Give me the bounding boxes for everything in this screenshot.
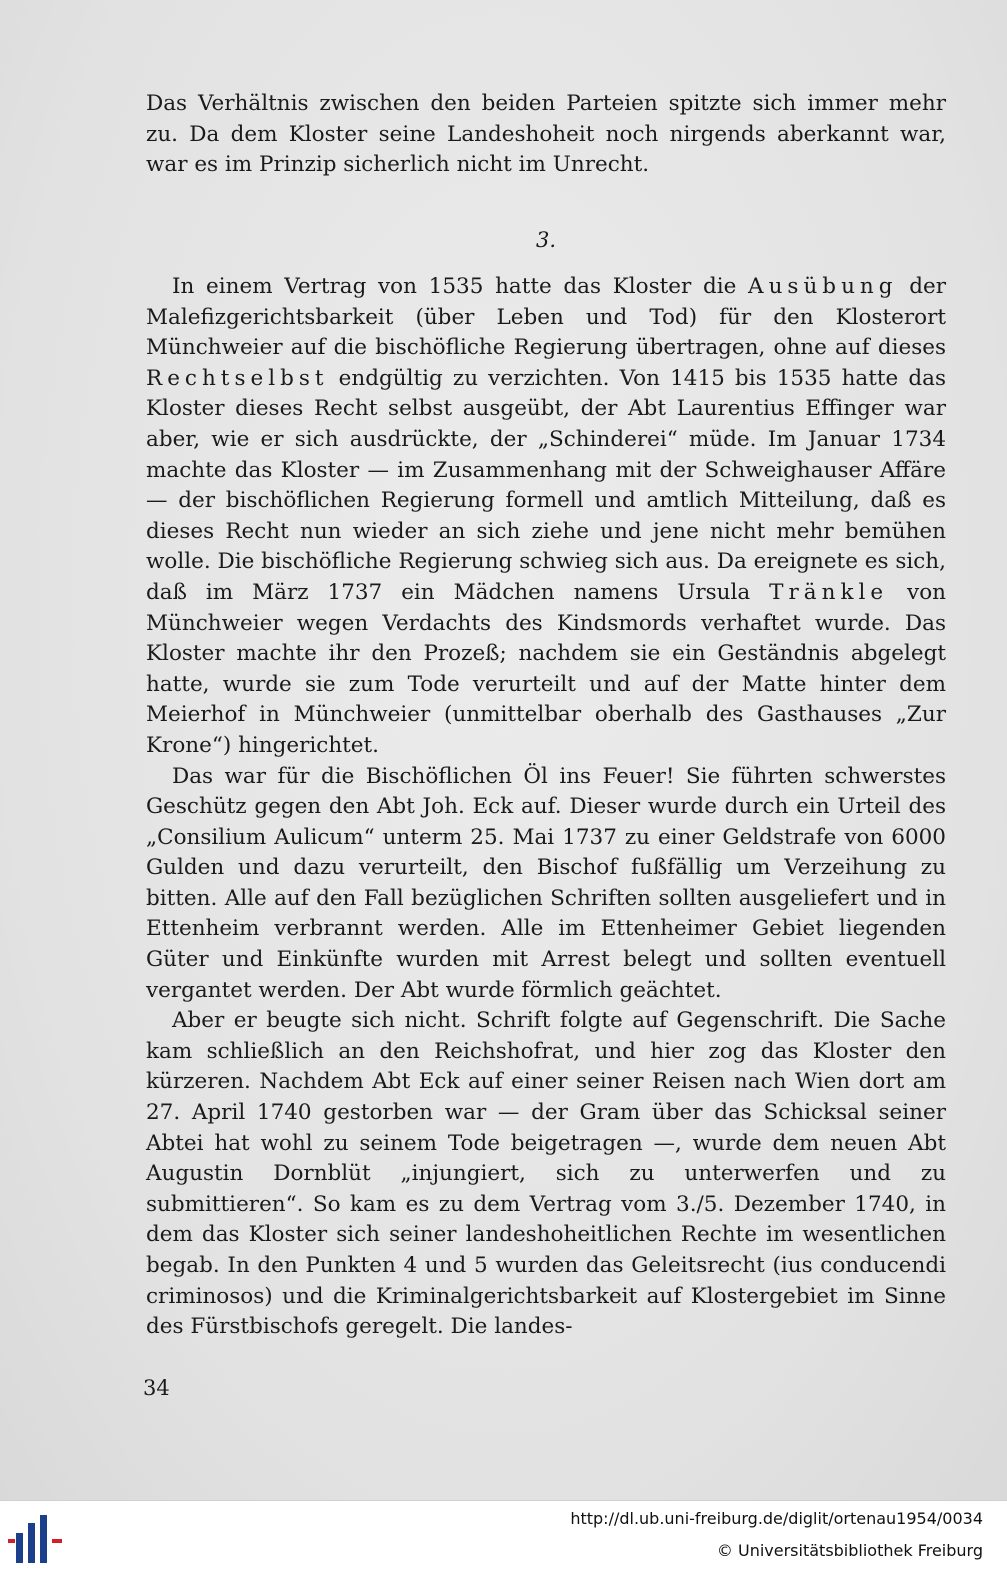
permalink-url[interactable]: http://dl.ub.uni-freiburg.de/diglit/ortenau1954/0034	[570, 1509, 983, 1528]
intro-text-block	[146, 89, 946, 181]
paragraph-1	[146, 272, 946, 762]
paragraph-3: Aber er beugte sich nicht. Schrift folgte auf Gegenschrift. Die Sache kam schließlich an den Reichshofrat, und hier zog das Kloster den kürzeren. Nachdem Abt Eck auf einer seiner Reisen nach Wien dort am 27. April 1740 gestorben war — der Gram über das Schicksal seiner Abtei hat wohl zu seinem Tode beigetragen —, wurde dem neuen Abt Augustin Dornblüt „injungiert, sich zu unterwerfen und zu submittieren“. So kam es zu dem Vertrag vom 3./5. Dezember 1740, in dem das Kloster sich seiner landeshoheitlichen Rechte im wesentlichen begab. In den Punkten 4 und 5 wurden das Geleitsrecht (ius conducendi criminosos) und die Kriminalgerichtsbarkeit auf Klostergebiet im Sinne des Fürstbischofs geregelt. Die landes-	[146, 1008, 946, 1340]
spaced-term-traenkle: Tränkle	[769, 579, 889, 605]
page-number: 34	[143, 1376, 170, 1400]
spaced-term-rechtselbst: Rechtselbst	[146, 365, 329, 391]
body-text-block	[146, 272, 946, 1343]
ub-freiburg-logo-icon	[8, 1509, 64, 1569]
paragraph-1-part-2: der Malefizgerichtsbarkeit (über Leben und Tod) für den Klosterort Münchweier auf die bischöfliche Regierung übertragen, ohne auf dieses	[146, 274, 946, 361]
copyright-text: © Universitätsbibliothek Freiburg	[716, 1541, 983, 1560]
paragraph-2: Das war für die Bischöflichen Öl ins Feuer! Sie führten schwerstes Geschütz gegen den Abt Joh. Eck auf. Dieser wurde durch ein Urteil des „Consilium Aulicum“ unterm 25. Mai 1737 zu einer Geldstrafe von 6000 Gulden und dazu verurteilt, den Bischof fußfällig um Verzeihung zu bitten. Alle auf den Fall bezüglichen Schriften sollten ausgeliefert und in Ettenheim verbrannt werden. Alle im Ettenheimer Gebiet liegenden Güter und Einkünfte wurden mit Arrest belegt und sollten eventuell vergantet werden. Der Abt wurde förmlich geächtet.	[146, 763, 946, 1003]
paragraph-1-part-4: von Münchweier wegen Verdachts des Kindsmords verhaftet wurde. Das Kloster machte ihr den Prozeß; nachdem sie ein Geständnis abgelegt hatte, wurde sie zum Tode verurteilt und auf der Matte hinter dem Meierhof in Münchweier (unmittelbar oberhalb des Gasthauses „Zur Krone“) hingerichtet.	[146, 579, 946, 758]
section-number: 3.	[535, 228, 557, 252]
paragraph-1-part-1: In einem Vertrag von 1535 hatte das Kloster die	[172, 274, 749, 299]
footer-bar	[0, 1500, 1007, 1577]
spaced-term-ausuebung: Ausübung	[748, 274, 898, 299]
paragraph-1-part-3: endgültig zu verzichten. Von 1415 bis 1535 hatte das Kloster dieses Recht selbst ausgeübt, der Abt Laurentius Effinger war aber, wie er sich ausdrückte, der „Schinderei“ müde. Im Januar 1734 machte das Kloster — im Zusammenhang mit der Schweighauser Affäre — der bischöflichen Regierung formell und amtlich Mitteilung, daß es dieses Recht nun wieder an sich ziehe und jene nicht mehr bemühen wolle. Die bischöfliche Regierung schwieg sich aus. Da ereignete es sich, daß im März 1737 ein Mädchen namens Ursula	[146, 365, 946, 605]
intro-paragraph: Das Verhältnis zwischen den beiden Parteien spitzte sich immer mehr zu. Da dem Kloster seine Landeshoheit noch nirgends aberkannt war, war es im Prinzip sicherlich nicht im Unrecht.	[146, 91, 946, 178]
